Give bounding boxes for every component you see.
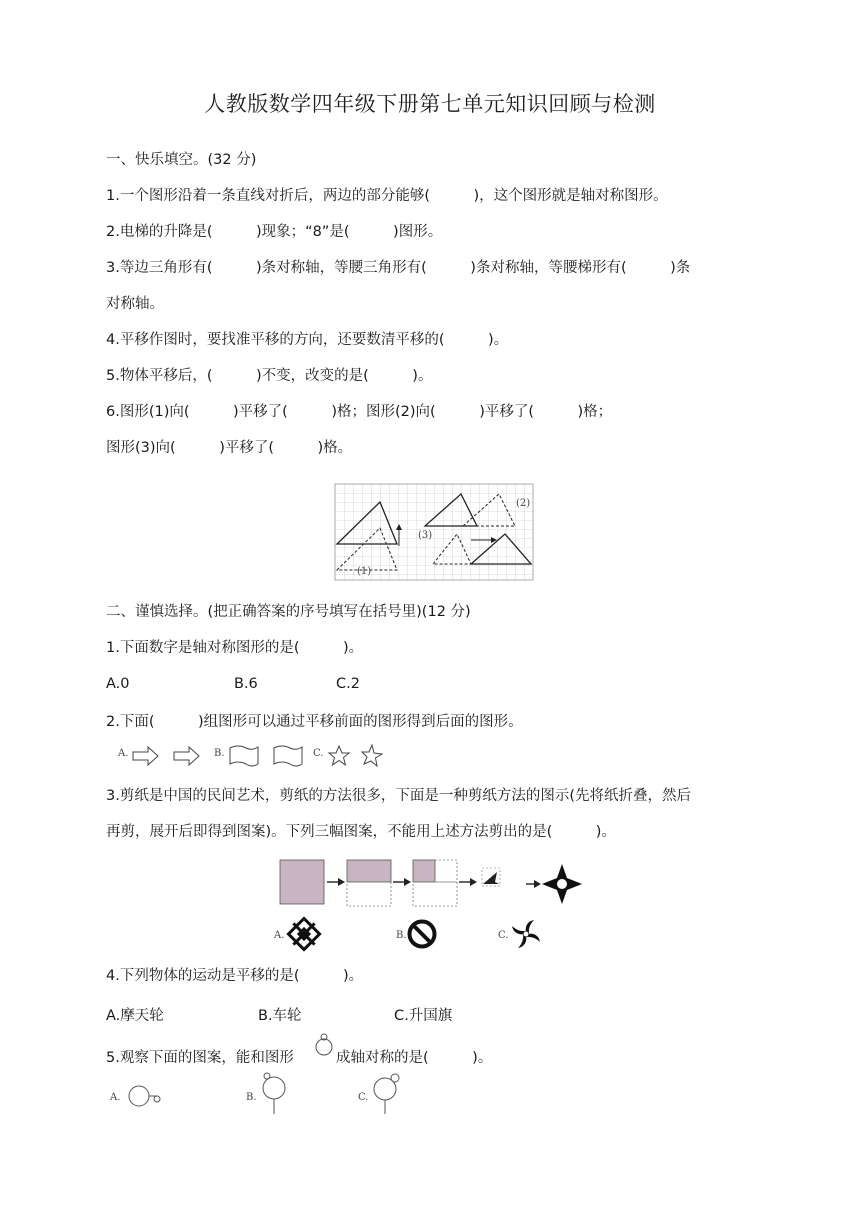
s2-question-5-part1: 5.观察下面的图案，能和图形: [106, 1050, 294, 1066]
s2-q2-option-b: B.: [214, 748, 225, 759]
s1-question-2: 2.电梯的升降是( )现象；“8”是( )图形。: [106, 224, 443, 240]
s1-question-5: 5.物体平移后，( )不变，改变的是( )。: [106, 368, 433, 384]
pinwheel-pattern-icon: [510, 918, 542, 950]
s2-q2-option-c: C.: [313, 748, 324, 759]
grid-label-2: (2): [516, 498, 531, 509]
s2-q5-option-c: C.: [358, 1092, 369, 1103]
s1-question-6-line2: 图形(3)向( )平移了( )格。: [106, 440, 353, 456]
s1-question-3-line2: 对称轴。: [106, 296, 164, 312]
flag-shapes-icon: [228, 744, 306, 768]
s2-question-3-line2: 再剪，展开后即得到图案)。下列三幅图案，不能用上述方法剪出的是( )。: [106, 824, 616, 840]
s2-question-1: 1.下面数字是轴对称图形的是( )。: [106, 640, 364, 656]
prohibition-sign-icon: [406, 918, 438, 950]
s2-q5-option-b: B.: [246, 1092, 257, 1103]
star-shapes-icon: [328, 744, 384, 768]
s2-question-3-line1: 3.剪纸是中国的民间艺术，剪纸的方法很多，下面是一种剪纸方法的图示(先将纸折叠，然后: [106, 788, 691, 804]
s2-question-4: 4.下列物体的运动是平移的是( )。: [106, 968, 364, 984]
s2-question-2: 2.下面( )组图形可以通过平移前面的图形得到后面的图形。: [106, 714, 523, 730]
s2-q4-option-a: A.摩天轮: [106, 1008, 164, 1024]
section2-heading: 二、谨慎选择。(把正确答案的序号填写在括号里)(12 分): [106, 604, 471, 620]
s2-question-5-part2: 成轴对称的是( )。: [336, 1050, 493, 1066]
s1-question-1: 1.一个图形沿着一条直线对折后，两边的部分能够( )，这个图形就是轴对称图形。: [106, 188, 668, 204]
s2-q1-option-b: B.6: [234, 676, 258, 692]
s2-q2-option-a: A.: [118, 748, 129, 759]
knot-pattern-icon: [286, 916, 322, 952]
grid-label-3: (3): [418, 530, 433, 541]
racket-option-b-icon: [258, 1072, 290, 1116]
s1-question-6-line1: 6.图形(1)向( )平移了( )格；图形(2)向( )平移了( )格；: [106, 404, 613, 420]
grid-label-1: (1): [357, 566, 372, 577]
s2-q5-option-a: A.: [110, 1092, 121, 1103]
s2-q4-option-b: B.车轮: [258, 1008, 302, 1024]
racket-option-c-icon: [370, 1072, 404, 1116]
arrow-shapes-icon: [132, 746, 204, 766]
racket-option-a-icon: [126, 1080, 162, 1112]
page-title: 人教版数学四年级下册第七单元知识回顾与检测: [204, 92, 656, 116]
section1-heading: 一、快乐填空。(32 分): [106, 152, 257, 168]
s2-q4-option-c: C.升国旗: [394, 1008, 453, 1024]
s2-q3-option-b: B.: [396, 930, 407, 941]
racket-shape-icon: [312, 1032, 336, 1058]
s1-question-4: 4.平移作图时，要找准平移的方向，还要数清平移的( )。: [106, 332, 509, 348]
s2-q1-option-a: A.0: [106, 676, 130, 692]
s1-question-3-line1: 3.等边三角形有( )条对称轴，等腰三角形有( )条对称轴，等腰梯形有( )条: [106, 260, 691, 276]
s2-q1-option-c: C.2: [336, 676, 360, 692]
paper-cutting-process: [280, 858, 582, 910]
s2-q3-option-a: A.: [274, 930, 285, 941]
s2-q3-option-c: C.: [498, 930, 509, 941]
